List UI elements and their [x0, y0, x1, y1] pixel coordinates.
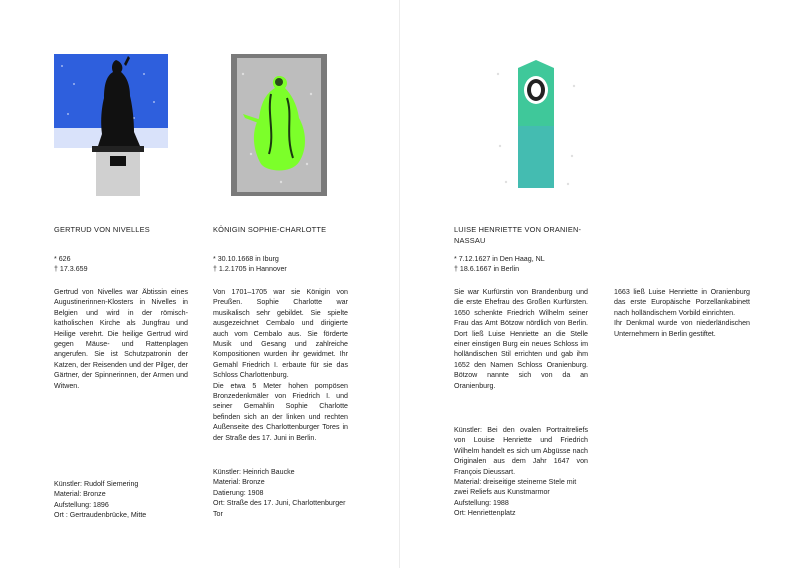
biography — [213, 287, 348, 443]
page-fold — [399, 0, 400, 568]
birth-date: * 30.10.1668 in Iburg — [213, 255, 279, 263]
meta-material: Material: Bronze — [213, 478, 265, 487]
artwork-details — [213, 467, 348, 519]
bio-paragraph: Die etwa 5 Meter hohen pompösen Bronzedenkmäler von Friedrich I. und seiner Gemahlin Sophie Charlotte befinden sich an der linken und rechten Außenseite des Charlottenburger Tores in der Straße des 17. Juni in Berlin. — [213, 381, 348, 442]
meta-location: Ort: Henriettenplatz — [454, 509, 516, 518]
meta-location: Ort : Gertraudenbrücke, Mitte — [54, 511, 147, 520]
birth-date: * 7.12.1627 in Den Haag, NL — [454, 255, 545, 263]
meta-date: Datierung: 1908 — [213, 488, 264, 497]
artwork-details — [454, 425, 588, 519]
death-date: † 17.3.659 — [54, 265, 88, 274]
biography: Sie war Kurfürstin von Brandenburg und die erste Ehefrau des Großen Kurfürsten. 1650 schenkte Friedrich Wilhelm seiner Frau das Amt Bötzow nördlich von Berlin. Dort ließ Luise Henriette an die Stelle einer einstigen Burg ein neues Schloss im holländischen Stil errichten und gab ihm 1652 den Namen Schloss Oranienburg. Bötzow nannte sich von da an Oranienburg. — [454, 288, 588, 390]
statue-silhouette-icon — [54, 54, 168, 196]
entry-title: GERTRUD VON NIVELLES — [54, 225, 150, 234]
meta-artist: Künstler: Heinrich Baucke — [213, 468, 295, 476]
meta-installation: Aufstellung: 1896 — [54, 500, 109, 509]
meta-location: Ort: Straße des 17. Juni, Charlottenburger Tor — [213, 499, 346, 518]
queen-statue-icon — [231, 54, 327, 196]
birth-date: * 626 — [54, 255, 71, 263]
meta-installation: Aufstellung: 1988 — [454, 498, 509, 507]
meta-artist: Künstler: Bei den ovalen Portraitreliefs von Louise Henriette und Friedrich Wilhelm handelt es sich um Abgüsse nach Originalen aus dem Jahr 1647 von François Dieussart. — [454, 426, 588, 476]
meta-material: Material: Bronze — [54, 490, 106, 499]
life-dates — [454, 254, 545, 275]
stele-icon — [488, 56, 584, 196]
meta-artist: Künstler: Rudolf Siemering — [54, 480, 139, 488]
entry-title: LUISE HENRIETTE VON ORANIEN-NASSAU — [454, 225, 582, 245]
life-dates — [213, 254, 287, 275]
life-dates — [54, 254, 88, 275]
artwork-details — [54, 479, 146, 521]
bio-paragraph: Von 1701–1705 war sie Königin von Preußen. Sophie Charlotte war musikalisch sehr gebildet. Sie spielte ausgezeichnet Cembalo und dirigierte auch vom Cembalo aus. Sie förderte Musik und Gesang und zahlreiche Kompositionen wurden ihr gewidmet. Ihr Gemahl Friedrich I. erbaute für sie das Schloss Charlottenburg. — [213, 288, 348, 380]
death-date: † 18.6.1667 in Berlin — [454, 265, 520, 274]
entry-title: KÖNIGIN SOPHIE-CHARLOTTE — [213, 225, 327, 234]
biography: Gertrud von Nivelles war Äbtissin eines Augustinerinnen-Klosters in Nivelles in Belgien und wird in der römisch-katholischen Kirche als Jungfrau und Heilige verehrt. Die heilige Gertrud wird gegen Mäuse- und Rattenplagen angerufen. Sie ist Schutzpatronin der Katzen, der Reisenden und der Pilger, der Gärtner, der Spinnerinnen, der Armen und Witwen. — [54, 288, 188, 390]
death-date: † 1.2.1705 in Hannover — [213, 265, 287, 274]
meta-material: Material: dreiseitige steinerne Stele mit zwei Reliefs aus Kunstmarmor — [454, 478, 577, 497]
biography-continued: 1663 ließ Luise Henriette in Oranienburg das erste Europäische Porzellankabinett nach holländischem Vorbild einrichten. Ihr Denkmal wurde von niederländischen Unternehmern in Berlin gestiftet. — [614, 288, 750, 338]
